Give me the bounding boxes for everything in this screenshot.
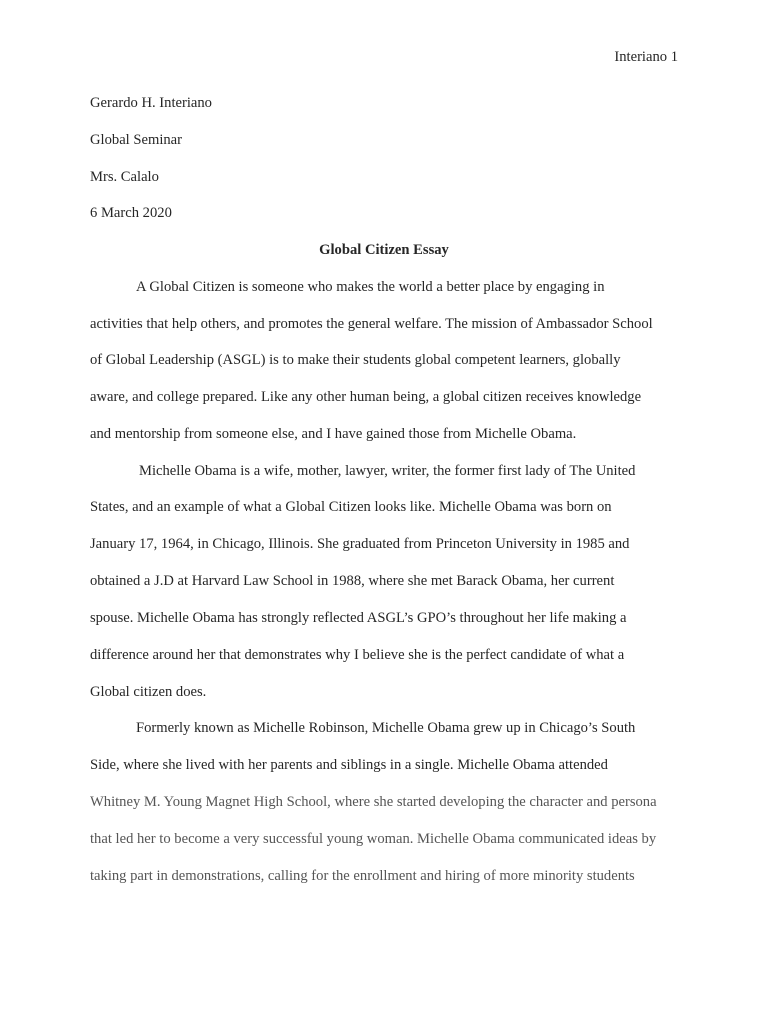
paragraph-3-line-1: Formerly known as Michelle Robinson, Michelle Obama grew up in Chicago’s South xyxy=(136,720,636,736)
paragraph-3-line-4: that led her to become a very successful young woman. Michelle Obama communicated ideas by xyxy=(90,831,657,847)
running-head: Interiano 1 xyxy=(614,49,678,65)
paragraph-2-line-1: Michelle Obama is a wife, mother, lawyer, writer, the former first lady of The United xyxy=(139,463,636,479)
paragraph-3-line-2: Side, where she lived with her parents and siblings in a single. Michelle Obama attended xyxy=(90,757,608,773)
paragraph-2-line-5: spouse. Michelle Obama has strongly reflected ASGL’s GPO’s throughout her life making a xyxy=(90,610,627,626)
paragraph-2-line-3: January 17, 1964, in Chicago, Illinois. She graduated from Princeton University in 1985 and xyxy=(90,536,630,552)
essay-date: 6 March 2020 xyxy=(90,205,172,221)
paragraph-2-line-6: difference around her that demonstrates why I believe she is the perfect candidate of what a xyxy=(90,647,625,663)
paragraph-1-line-4: aware, and college prepared. Like any other human being, a global citizen receives knowledge xyxy=(90,389,642,405)
essay-title: Global Citizen Essay xyxy=(319,242,449,258)
paragraph-1-line-3: of Global Leadership (ASGL) is to make their students global competent learners, globally xyxy=(90,352,621,368)
paragraph-3-line-5: taking part in demonstrations, calling for the enrollment and hiring of more minority students xyxy=(90,868,635,884)
paragraph-2-line-7: Global citizen does. xyxy=(90,684,207,700)
paragraph-1-line-5: and mentorship from someone else, and I have gained those from Michelle Obama. xyxy=(90,426,577,442)
paragraph-3-line-3: Whitney M. Young Magnet High School, where she started developing the character and persona xyxy=(90,794,657,810)
paragraph-2-line-2: States, and an example of what a Global Citizen looks like. Michelle Obama was born on xyxy=(90,499,612,515)
course-name: Global Seminar xyxy=(90,132,183,148)
author-name: Gerardo H. Interiano xyxy=(90,95,212,111)
paragraph-1-line-1: A Global Citizen is someone who makes the world a better place by engaging in xyxy=(136,279,605,295)
paragraph-2-line-4: obtained a J.D at Harvard Law School in 1988, where she met Barack Obama, her current xyxy=(90,573,615,589)
paragraph-1-line-2: activities that help others, and promotes the general welfare. The mission of Ambassador School xyxy=(90,316,653,332)
instructor-name: Mrs. Calalo xyxy=(90,169,159,185)
